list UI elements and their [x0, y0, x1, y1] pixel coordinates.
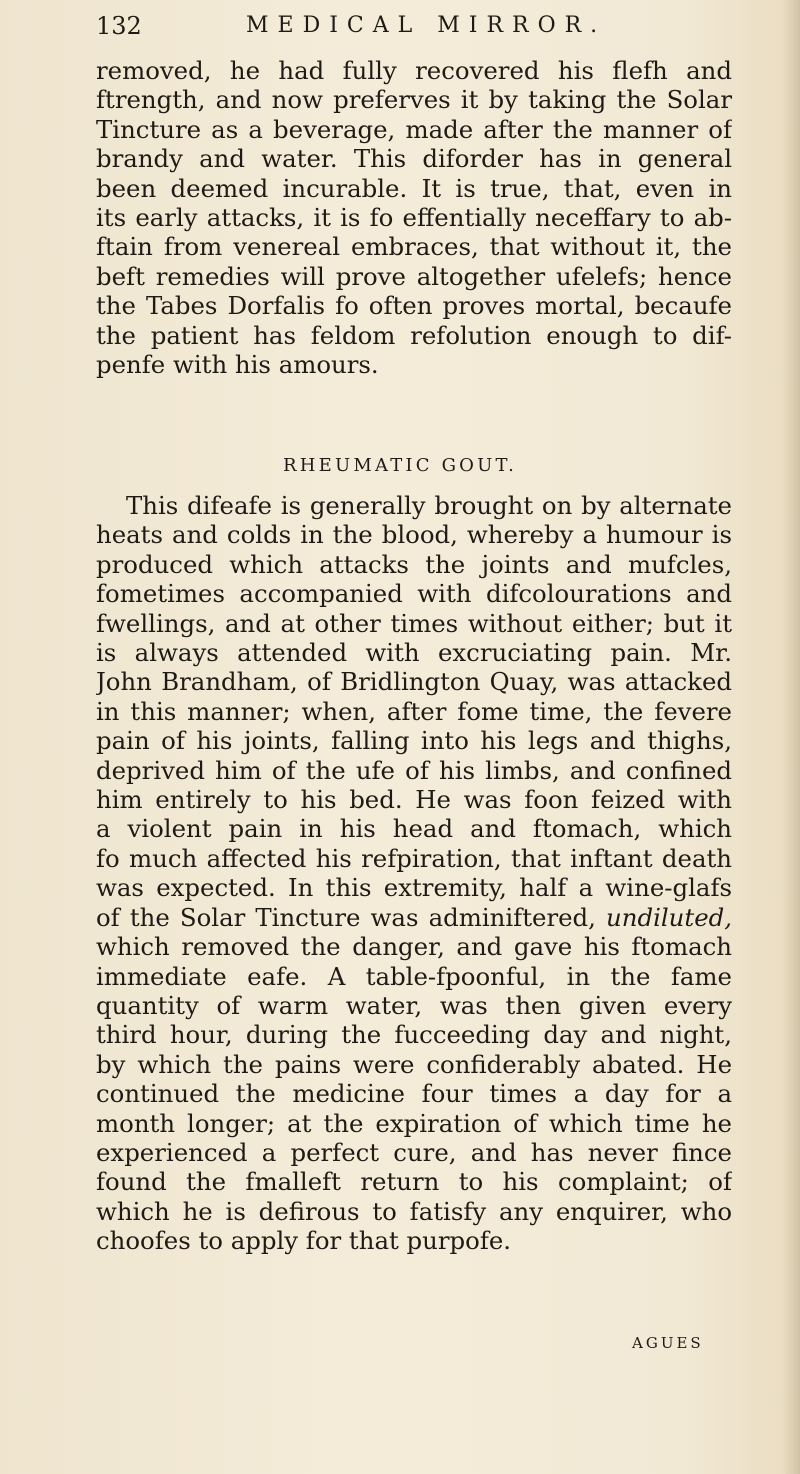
text-line: experienced a perfect cure, and has never fince: [96, 1137, 732, 1167]
running-title: MEDICAL MIRROR.: [246, 13, 607, 38]
text-line: the patient has feldom refolution enough to dif-: [96, 320, 732, 350]
text-line: was expected. In this extremity, half a wine-glafs: [96, 873, 732, 903]
text-line: its early attacks, it is fo effentially neceffary to ab-: [96, 203, 732, 233]
text-line: ftrength, and now preferves it by taking the Solar: [96, 85, 732, 115]
text-line: by which the pains were confiderably abated. He: [96, 1049, 732, 1079]
text-line: fo much affected his refpiration, that inftant death: [96, 843, 732, 873]
text-line: found the fmalleft return to his complaint; of: [96, 1167, 732, 1197]
page-edge-shadow: [782, 0, 800, 1474]
text-line: which he is defirous to fatisfy any enquirer, who: [96, 1196, 732, 1226]
text-line: immediate eafe. A table-fpoonful, in the fame: [96, 961, 732, 991]
text-line: quantity of warm water, was then given every: [96, 990, 732, 1020]
text-segment: of the Solar Tincture was adminiftered,: [96, 902, 596, 932]
text-line: third hour, during the fucceeding day and night,: [96, 1020, 732, 1050]
text-line: penfe with his amours.: [96, 350, 379, 380]
text-line: month longer; at the expiration of which time he: [96, 1108, 732, 1138]
text-line: Tincture as a beverage, made after the manner of: [96, 114, 732, 144]
text-line: ftain from venereal embraces, that without it, the: [96, 232, 732, 262]
text-line-with-italic: [96, 903, 732, 932]
text-line: which removed the danger, and gave his ftomach: [96, 932, 732, 962]
paragraph-rheumatic-gout: [96, 491, 732, 1256]
text-line: pain of his joints, falling into his legs and thighs,: [96, 726, 732, 756]
text-line: in this manner; when, after fome time, the fevere: [96, 696, 732, 726]
text-line: a violent pain in his head and ftomach, which: [96, 814, 732, 844]
text-line: been deemed incurable. It is true, that, even in: [96, 173, 732, 203]
text-line: choofes to apply for that purpofe.: [96, 1226, 512, 1256]
page-header: [96, 10, 736, 48]
text-line: continued the medicine four times a day for a: [96, 1079, 732, 1109]
text-line: heats and colds in the blood, whereby a humour is: [96, 520, 732, 550]
text-line: removed, he had fully recovered his flefh and: [96, 56, 732, 85]
text-line: This difeafe is generally brought on by alternate: [126, 491, 732, 520]
catchword: AGUES: [632, 1334, 704, 1352]
text-line: John Brandham, of Bridlington Quay, was attacked: [96, 667, 732, 697]
text-line: fometimes accompanied with difcolourations and: [96, 579, 732, 609]
paragraph-tabes-dorsalis: [96, 56, 732, 379]
italic-word: undiluted,: [606, 902, 732, 932]
text-line: him entirely to his bed. He was foon feized with: [96, 785, 732, 815]
text-line: the Tabes Dorfalis fo often proves mortal, becaufe: [96, 291, 732, 321]
text-line: brandy and water. This diforder has in general: [96, 144, 732, 174]
page-number: 132: [96, 12, 142, 40]
text-line: is always attended with excruciating pain. Mr.: [96, 638, 732, 668]
text-line: beft remedies will prove altogether ufelefs; hence: [96, 261, 732, 291]
text-line: fwellings, and at other times without either; but it: [96, 608, 732, 638]
text-line: produced which attacks the joints and mufcles,: [96, 549, 732, 579]
section-heading: RHEUMATIC GOUT.: [282, 455, 517, 476]
text-line: deprived him of the ufe of his limbs, and confined: [96, 755, 732, 785]
